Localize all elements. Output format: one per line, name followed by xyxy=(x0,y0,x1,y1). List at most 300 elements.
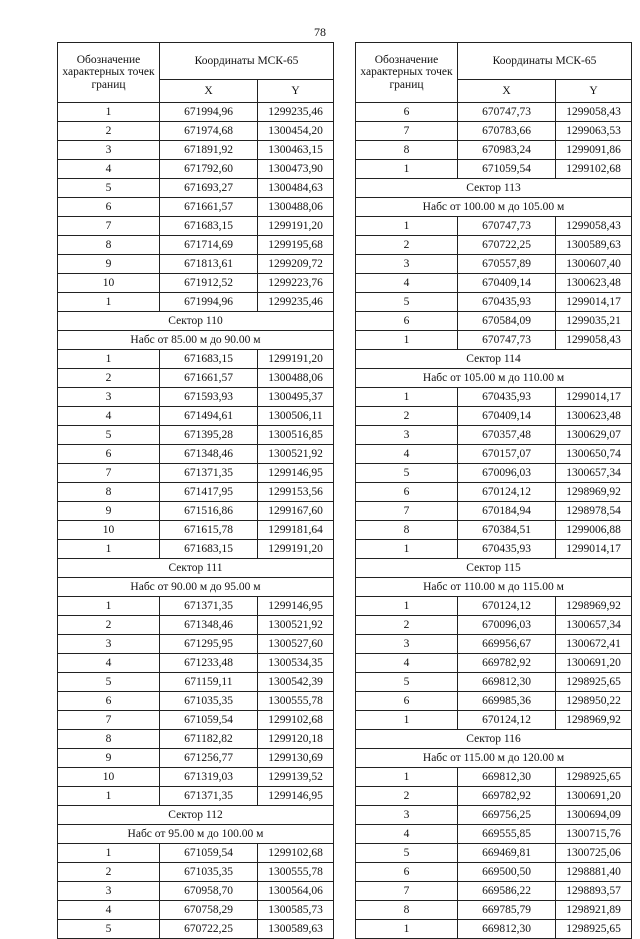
x-coordinate: 670747,73 xyxy=(458,331,556,350)
table-row xyxy=(58,388,334,407)
table-row xyxy=(58,787,334,806)
x-coordinate: 670357,48 xyxy=(458,426,556,445)
y-coordinate: 1300555,78 xyxy=(258,863,334,882)
sector-label-row xyxy=(356,749,632,768)
point-number: 6 xyxy=(356,483,458,502)
table-row xyxy=(58,730,334,749)
point-number: 4 xyxy=(58,160,160,179)
table-row xyxy=(356,806,632,825)
y-coordinate: 1299191,20 xyxy=(258,350,334,369)
x-coordinate: 670435,93 xyxy=(458,388,556,407)
point-number: 6 xyxy=(356,312,458,331)
x-coordinate: 669782,92 xyxy=(458,654,556,673)
point-number: 3 xyxy=(356,255,458,274)
point-number: 1 xyxy=(356,597,458,616)
y-coordinate: 1300527,60 xyxy=(258,635,334,654)
table-row xyxy=(58,350,334,369)
table-row xyxy=(356,331,632,350)
table-row xyxy=(58,654,334,673)
table-row xyxy=(356,844,632,863)
table-header xyxy=(58,43,334,103)
y-coordinate: 1298921,89 xyxy=(556,901,632,920)
sector-label-row xyxy=(356,198,632,217)
y-coordinate: 1298950,22 xyxy=(556,692,632,711)
table-row xyxy=(356,901,632,920)
table-row xyxy=(58,445,334,464)
x-coordinate: 671319,03 xyxy=(160,768,258,787)
coordinates-header: Координаты МСК-65 xyxy=(458,43,632,80)
point-number: 5 xyxy=(58,179,160,198)
sector-label: Сектор 111 xyxy=(58,559,334,578)
x-coordinate: 671256,77 xyxy=(160,749,258,768)
point-number: 4 xyxy=(58,407,160,426)
table-row xyxy=(58,844,334,863)
y-coordinate: 1299209,72 xyxy=(258,255,334,274)
table-row xyxy=(58,236,334,255)
designation-header: Обозначение характерных точек границ xyxy=(356,43,458,103)
sector-label-row xyxy=(58,559,334,578)
x-coordinate: 670722,25 xyxy=(160,920,258,939)
x-coordinate: 669812,30 xyxy=(458,768,556,787)
table-row xyxy=(356,521,632,540)
x-coordinate: 670124,12 xyxy=(458,483,556,502)
y-coordinate: 1298925,65 xyxy=(556,768,632,787)
point-number: 8 xyxy=(356,141,458,160)
x-coordinate: 671371,35 xyxy=(160,597,258,616)
table-row xyxy=(356,426,632,445)
sector-label-row xyxy=(58,578,334,597)
table-row xyxy=(356,217,632,236)
point-number: 4 xyxy=(58,654,160,673)
y-coordinate: 1300585,73 xyxy=(258,901,334,920)
y-coordinate: 1299035,21 xyxy=(556,312,632,331)
x-coordinate: 671159,11 xyxy=(160,673,258,692)
x-coordinate: 670157,07 xyxy=(458,445,556,464)
x-coordinate: 671714,69 xyxy=(160,236,258,255)
x-coordinate: 670184,94 xyxy=(458,502,556,521)
x-coordinate: 671661,57 xyxy=(160,198,258,217)
x-coordinate: 671813,61 xyxy=(160,255,258,274)
x-coordinate: 670096,03 xyxy=(458,616,556,635)
table-row xyxy=(58,255,334,274)
table-row xyxy=(356,122,632,141)
sector-label: Сектор 113 xyxy=(356,179,632,198)
table-row xyxy=(356,673,632,692)
point-number: 7 xyxy=(356,502,458,521)
table-row xyxy=(356,597,632,616)
point-number: 10 xyxy=(58,521,160,540)
x-coordinate: 670435,93 xyxy=(458,540,556,559)
coordinates-table-right xyxy=(355,42,632,939)
point-number: 3 xyxy=(58,388,160,407)
y-coordinate: 1299139,52 xyxy=(258,768,334,787)
sector-label: Набс от 110.00 м до 115.00 м xyxy=(356,578,632,597)
point-number: 10 xyxy=(58,768,160,787)
table-row xyxy=(58,198,334,217)
y-coordinate: 1299235,46 xyxy=(258,103,334,122)
x-coordinate: 671994,96 xyxy=(160,103,258,122)
y-coordinate: 1299191,20 xyxy=(258,217,334,236)
y-coordinate: 1299006,88 xyxy=(556,521,632,540)
table-row xyxy=(356,103,632,122)
point-number: 1 xyxy=(356,540,458,559)
x-coordinate: 670783,66 xyxy=(458,122,556,141)
point-number: 1 xyxy=(356,160,458,179)
x-coordinate: 670124,12 xyxy=(458,711,556,730)
point-number: 7 xyxy=(58,464,160,483)
x-coordinate: 670435,93 xyxy=(458,293,556,312)
table-row xyxy=(356,920,632,939)
sector-label: Набс от 85.00 м до 90.00 м xyxy=(58,331,334,350)
y-coordinate: 1298969,92 xyxy=(556,483,632,502)
point-number: 7 xyxy=(356,882,458,901)
x-coordinate: 671792,60 xyxy=(160,160,258,179)
x-coordinate: 671891,92 xyxy=(160,141,258,160)
point-number: 2 xyxy=(58,369,160,388)
x-coordinate: 670983,24 xyxy=(458,141,556,160)
table-row xyxy=(356,787,632,806)
table-row xyxy=(356,882,632,901)
table-row xyxy=(356,160,632,179)
y-coordinate: 1300521,92 xyxy=(258,445,334,464)
sector-label-row xyxy=(58,331,334,350)
table-row xyxy=(356,483,632,502)
sector-label-row xyxy=(58,825,334,844)
y-coordinate: 1299058,43 xyxy=(556,331,632,350)
sector-label: Набс от 105.00 м до 110.00 м xyxy=(356,369,632,388)
point-number: 8 xyxy=(356,901,458,920)
y-coordinate: 1300473,90 xyxy=(258,160,334,179)
point-number: 2 xyxy=(356,407,458,426)
point-number: 1 xyxy=(58,350,160,369)
y-coordinate: 1300589,63 xyxy=(258,920,334,939)
y-coordinate: 1299130,69 xyxy=(258,749,334,768)
x-coordinate: 671593,93 xyxy=(160,388,258,407)
x-coordinate: 669555,85 xyxy=(458,825,556,844)
table-row xyxy=(58,901,334,920)
table-row xyxy=(58,369,334,388)
sector-label: Набс от 90.00 м до 95.00 м xyxy=(58,578,334,597)
table-header xyxy=(356,43,632,103)
point-number: 5 xyxy=(356,464,458,483)
x-coordinate: 671348,46 xyxy=(160,616,258,635)
point-number: 5 xyxy=(58,673,160,692)
point-number: 1 xyxy=(58,844,160,863)
y-coordinate: 1299063,53 xyxy=(556,122,632,141)
y-coordinate: 1300650,74 xyxy=(556,445,632,464)
x-coordinate: 671494,61 xyxy=(160,407,258,426)
point-number: 8 xyxy=(58,730,160,749)
y-coordinate: 1300521,92 xyxy=(258,616,334,635)
point-number: 1 xyxy=(356,388,458,407)
point-number: 1 xyxy=(58,103,160,122)
point-number: 4 xyxy=(356,654,458,673)
table-row xyxy=(58,882,334,901)
table-row xyxy=(58,616,334,635)
x-coordinate: 671661,57 xyxy=(160,369,258,388)
y-coordinate: 1300495,37 xyxy=(258,388,334,407)
y-coordinate: 1300454,20 xyxy=(258,122,334,141)
point-number: 3 xyxy=(356,635,458,654)
x-coordinate: 671182,82 xyxy=(160,730,258,749)
table-row xyxy=(58,768,334,787)
point-number: 1 xyxy=(356,217,458,236)
y-coordinate: 1298978,54 xyxy=(556,502,632,521)
point-number: 10 xyxy=(58,274,160,293)
y-coordinate: 1300623,48 xyxy=(556,274,632,293)
point-number: 6 xyxy=(356,692,458,711)
x-coordinate: 671683,15 xyxy=(160,350,258,369)
table-row xyxy=(58,502,334,521)
x-coordinate: 671615,78 xyxy=(160,521,258,540)
x-coordinate: 670722,25 xyxy=(458,236,556,255)
point-number: 1 xyxy=(58,293,160,312)
y-coordinate: 1298969,92 xyxy=(556,711,632,730)
table-row xyxy=(356,654,632,673)
table-row xyxy=(58,122,334,141)
sector-label: Набс от 100.00 м до 105.00 м xyxy=(356,198,632,217)
table-row xyxy=(356,293,632,312)
point-number: 3 xyxy=(58,141,160,160)
point-number: 7 xyxy=(58,217,160,236)
table-row xyxy=(58,711,334,730)
y-coordinate: 1298925,65 xyxy=(556,673,632,692)
y-coordinate: 1299223,76 xyxy=(258,274,334,293)
sector-label-row xyxy=(58,806,334,825)
x-coordinate: 671994,96 xyxy=(160,293,258,312)
y-coordinate: 1299181,64 xyxy=(258,521,334,540)
table-row xyxy=(58,920,334,939)
x-coordinate: 671035,35 xyxy=(160,692,258,711)
x-coordinate: 671348,46 xyxy=(160,445,258,464)
point-number: 2 xyxy=(58,616,160,635)
x-coordinate: 671371,35 xyxy=(160,464,258,483)
table-row xyxy=(58,597,334,616)
y-header: Y xyxy=(258,80,334,103)
x-coordinate: 669469,81 xyxy=(458,844,556,863)
table-row xyxy=(58,673,334,692)
x-coordinate: 671059,54 xyxy=(160,711,258,730)
table-row xyxy=(356,825,632,844)
point-number: 5 xyxy=(356,673,458,692)
table-row xyxy=(356,445,632,464)
y-coordinate: 1299091,86 xyxy=(556,141,632,160)
point-number: 5 xyxy=(356,844,458,863)
y-coordinate: 1300657,34 xyxy=(556,464,632,483)
point-number: 5 xyxy=(58,426,160,445)
x-coordinate: 669812,30 xyxy=(458,673,556,692)
x-coordinate: 669500,50 xyxy=(458,863,556,882)
point-number: 4 xyxy=(356,445,458,464)
x-coordinate: 670584,09 xyxy=(458,312,556,331)
table-row xyxy=(356,388,632,407)
x-coordinate: 670758,29 xyxy=(160,901,258,920)
x-coordinate: 671516,86 xyxy=(160,502,258,521)
y-coordinate: 1300488,06 xyxy=(258,198,334,217)
x-header: X xyxy=(458,80,556,103)
point-number: 6 xyxy=(58,692,160,711)
table-row xyxy=(356,141,632,160)
y-coordinate: 1299058,43 xyxy=(556,217,632,236)
y-coordinate: 1298881,40 xyxy=(556,863,632,882)
y-coordinate: 1300657,34 xyxy=(556,616,632,635)
table-row xyxy=(58,521,334,540)
table-row xyxy=(356,236,632,255)
sector-label: Сектор 116 xyxy=(356,730,632,749)
sector-label: Сектор 110 xyxy=(58,312,334,331)
table-row xyxy=(58,863,334,882)
point-number: 4 xyxy=(356,274,458,293)
x-coordinate: 671295,95 xyxy=(160,635,258,654)
y-coordinate: 1299146,95 xyxy=(258,464,334,483)
sector-label-row xyxy=(356,179,632,198)
point-number: 2 xyxy=(58,863,160,882)
table-row xyxy=(58,274,334,293)
table-row xyxy=(58,635,334,654)
y-coordinate: 1300488,06 xyxy=(258,369,334,388)
point-number: 9 xyxy=(58,502,160,521)
sector-label: Сектор 115 xyxy=(356,559,632,578)
table-row xyxy=(356,255,632,274)
designation-header: Обозначение характерных точек границ xyxy=(58,43,160,103)
table-row xyxy=(356,692,632,711)
table-row xyxy=(58,540,334,559)
table-body xyxy=(58,103,334,939)
point-number: 8 xyxy=(58,483,160,502)
table-row xyxy=(58,293,334,312)
table-row xyxy=(58,217,334,236)
x-coordinate: 670747,73 xyxy=(458,217,556,236)
y-header: Y xyxy=(556,80,632,103)
table-row xyxy=(58,160,334,179)
sector-label-row xyxy=(356,559,632,578)
x-coordinate: 670409,14 xyxy=(458,274,556,293)
x-coordinate: 670384,51 xyxy=(458,521,556,540)
y-coordinate: 1300564,06 xyxy=(258,882,334,901)
point-number: 2 xyxy=(58,122,160,141)
point-number: 1 xyxy=(356,920,458,939)
y-coordinate: 1300691,20 xyxy=(556,787,632,806)
sector-label-row xyxy=(356,369,632,388)
table-row xyxy=(58,141,334,160)
table-row xyxy=(356,540,632,559)
x-coordinate: 671683,15 xyxy=(160,217,258,236)
x-coordinate: 671371,35 xyxy=(160,787,258,806)
y-coordinate: 1300629,07 xyxy=(556,426,632,445)
sector-label-row xyxy=(356,730,632,749)
x-coordinate: 670557,89 xyxy=(458,255,556,274)
table-row xyxy=(356,407,632,426)
page-number: 78 xyxy=(314,25,326,39)
point-number: 3 xyxy=(356,426,458,445)
point-number: 1 xyxy=(58,787,160,806)
y-coordinate: 1300694,09 xyxy=(556,806,632,825)
x-header: X xyxy=(160,80,258,103)
point-number: 9 xyxy=(58,255,160,274)
point-number: 2 xyxy=(356,236,458,255)
point-number: 6 xyxy=(356,863,458,882)
y-coordinate: 1300555,78 xyxy=(258,692,334,711)
y-coordinate: 1299014,17 xyxy=(556,388,632,407)
sector-label: Набс от 95.00 м до 100.00 м xyxy=(58,825,334,844)
x-coordinate: 670096,03 xyxy=(458,464,556,483)
point-number: 1 xyxy=(356,768,458,787)
y-coordinate: 1298925,65 xyxy=(556,920,632,939)
point-number: 4 xyxy=(356,825,458,844)
x-coordinate: 669812,30 xyxy=(458,920,556,939)
point-number: 6 xyxy=(356,103,458,122)
x-coordinate: 669985,36 xyxy=(458,692,556,711)
y-coordinate: 1299195,68 xyxy=(258,236,334,255)
point-number: 6 xyxy=(58,198,160,217)
x-coordinate: 671912,52 xyxy=(160,274,258,293)
sector-label: Сектор 114 xyxy=(356,350,632,369)
y-coordinate: 1299235,46 xyxy=(258,293,334,312)
x-coordinate: 671233,48 xyxy=(160,654,258,673)
y-coordinate: 1300607,40 xyxy=(556,255,632,274)
y-coordinate: 1299058,43 xyxy=(556,103,632,122)
table-row xyxy=(58,692,334,711)
point-number: 7 xyxy=(58,711,160,730)
y-coordinate: 1300715,76 xyxy=(556,825,632,844)
y-coordinate: 1300506,11 xyxy=(258,407,334,426)
x-coordinate: 670124,12 xyxy=(458,597,556,616)
table-row xyxy=(356,312,632,331)
x-coordinate: 671417,95 xyxy=(160,483,258,502)
point-number: 5 xyxy=(58,920,160,939)
y-coordinate: 1300534,35 xyxy=(258,654,334,673)
y-coordinate: 1299120,18 xyxy=(258,730,334,749)
x-coordinate: 671059,54 xyxy=(160,844,258,863)
y-coordinate: 1299153,56 xyxy=(258,483,334,502)
point-number: 1 xyxy=(356,331,458,350)
y-coordinate: 1299102,68 xyxy=(556,160,632,179)
sector-label-row xyxy=(58,312,334,331)
sector-label-row xyxy=(356,578,632,597)
x-coordinate: 669785,79 xyxy=(458,901,556,920)
table-row xyxy=(58,749,334,768)
y-coordinate: 1299191,20 xyxy=(258,540,334,559)
sector-label-row xyxy=(356,350,632,369)
x-coordinate: 671974,68 xyxy=(160,122,258,141)
y-coordinate: 1300463,15 xyxy=(258,141,334,160)
sector-label: Набс от 115.00 м до 120.00 м xyxy=(356,749,632,768)
x-coordinate: 670409,14 xyxy=(458,407,556,426)
table-row xyxy=(356,616,632,635)
y-coordinate: 1299102,68 xyxy=(258,711,334,730)
y-coordinate: 1300516,85 xyxy=(258,426,334,445)
table-row xyxy=(356,711,632,730)
y-coordinate: 1300691,20 xyxy=(556,654,632,673)
x-coordinate: 669586,22 xyxy=(458,882,556,901)
x-coordinate: 671395,28 xyxy=(160,426,258,445)
x-coordinate: 670747,73 xyxy=(458,103,556,122)
coordinates-header: Координаты МСК-65 xyxy=(160,43,334,80)
point-number: 1 xyxy=(58,540,160,559)
y-coordinate: 1299014,17 xyxy=(556,540,632,559)
sector-label: Сектор 112 xyxy=(58,806,334,825)
table-row xyxy=(58,103,334,122)
table-body xyxy=(356,103,632,939)
x-coordinate: 670958,70 xyxy=(160,882,258,901)
y-coordinate: 1299146,95 xyxy=(258,787,334,806)
y-coordinate: 1299167,60 xyxy=(258,502,334,521)
point-number: 4 xyxy=(58,901,160,920)
x-coordinate: 669782,92 xyxy=(458,787,556,806)
point-number: 7 xyxy=(356,122,458,141)
point-number: 9 xyxy=(58,749,160,768)
x-coordinate: 669756,25 xyxy=(458,806,556,825)
